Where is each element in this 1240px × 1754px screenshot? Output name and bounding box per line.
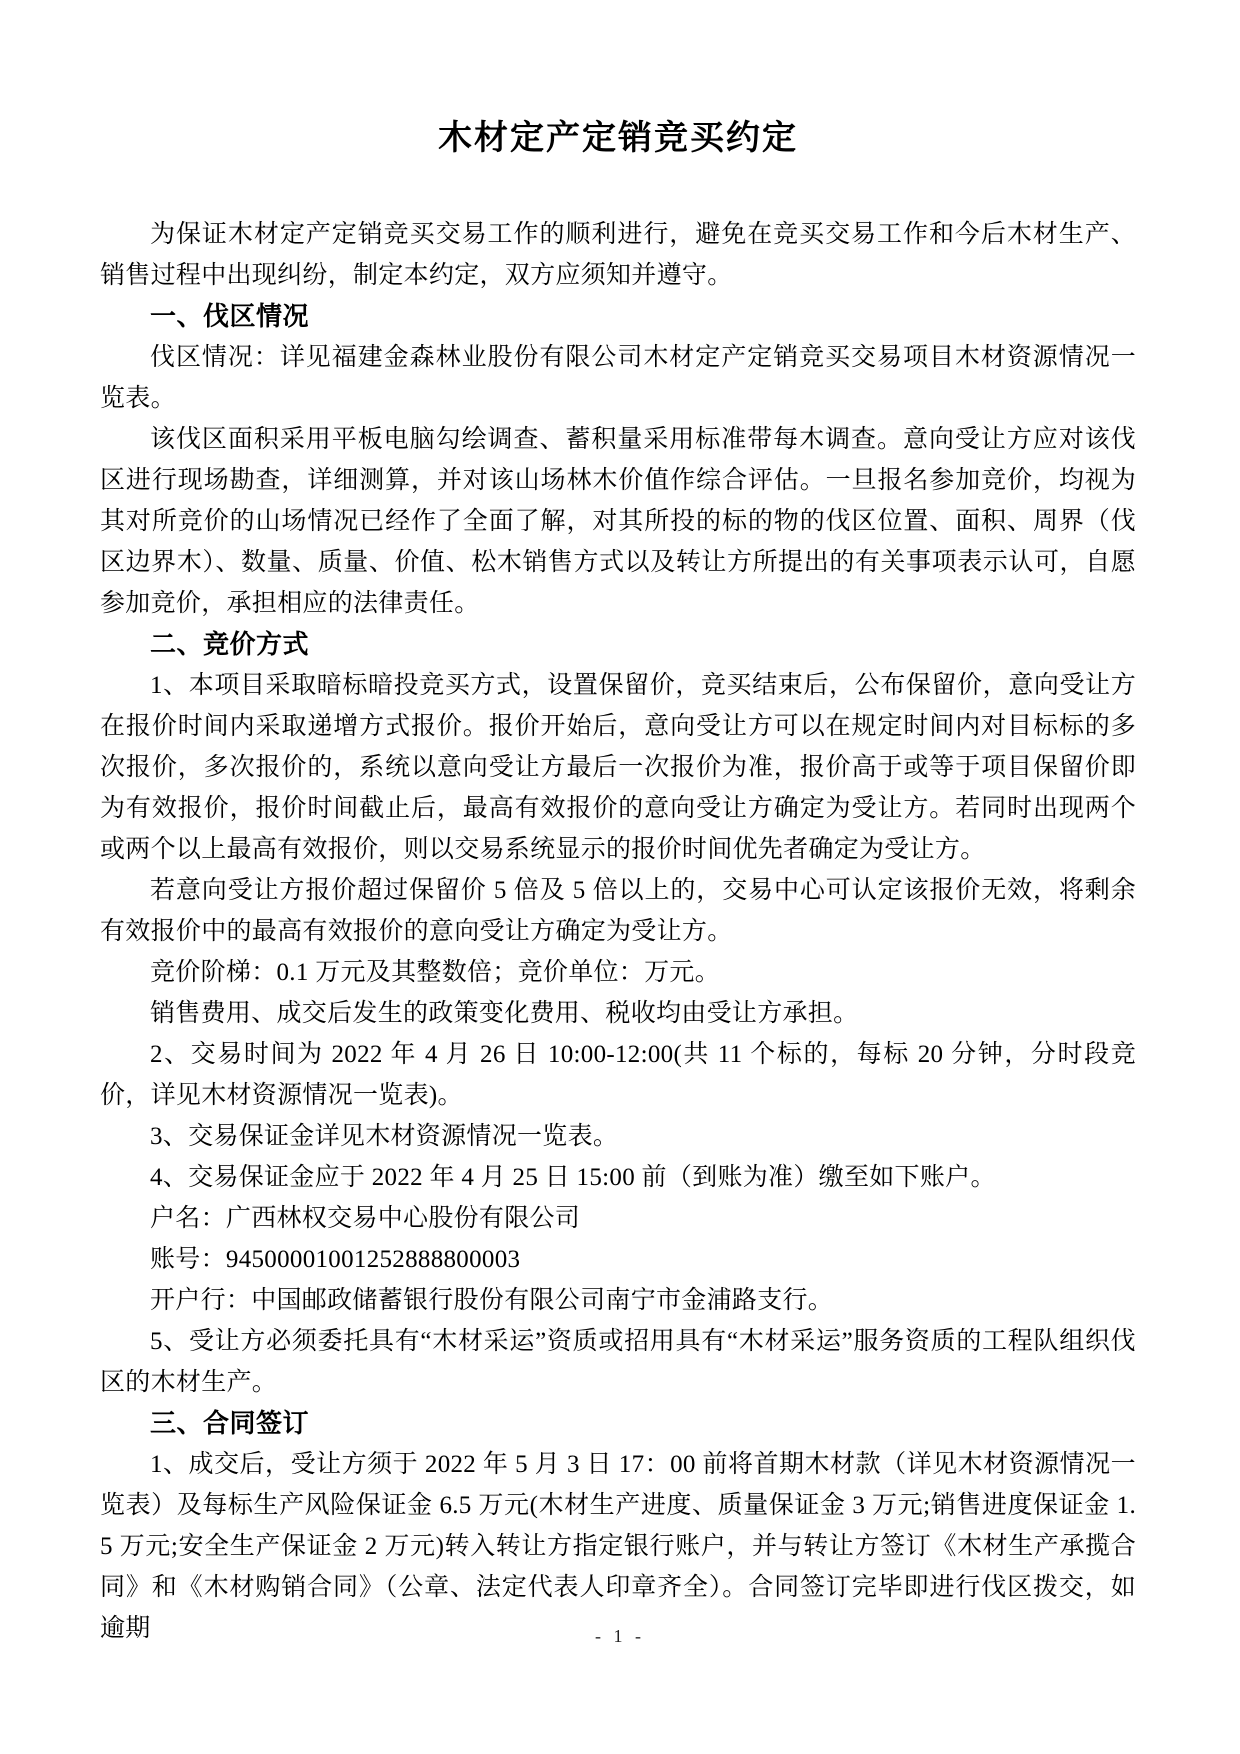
paragraph-deposit-reference: 3、交易保证金详见木材资源情况一览表。 [150, 1123, 619, 1150]
paragraph-fees-taxes: 销售费用、成交后发生的政策变化费用、税收均由受让方承担。 [150, 1000, 859, 1027]
paragraph-bidding-method: 1、本项目采取暗标暗投竞买方式，设置保留价，竞买结束后，公布保留价，意向受让方在报价时间内采取递增方式报价。报价开始后，意向受让方可以在规定时间内对目标标的多次报价，多次报价的，系统以意向受让方最后一次报价为准，报价高于或等于项目保留价即为有效报价，报价时间截止后，最高有效报价的意向受让方确定为受让方。若同时出现两个或两个以上最高有效报价，则以交易系统显示的报价时间优先者确定为受让方。 [100, 672, 1136, 863]
section-heading-felling-area: 一、伐区情况 [150, 301, 310, 331]
document-title: 木材定产定销竞买约定 [438, 119, 798, 157]
paragraph-deposit-deadline: 4、交易保证金应于 2022 年 4 月 25 日 15:00 前（到账为准）缴至如下账户。 [150, 1164, 996, 1191]
page-number: - 1 - [595, 1626, 645, 1646]
paragraph-intro: 为保证木材定产定销竞买交易工作的顺利进行，避免在竞买交易工作和今后木材生产、销售过程中出现纠纷，制定本约定，双方应须知并遵守。 [100, 221, 1136, 289]
section-heading-bidding-method: 二、竞价方式 [150, 629, 310, 659]
paragraph-over-reserve-price: 若意向受让方报价超过保留价 5 倍及 5 倍以上的，交易中心可认定该报价无效，将剩余有效报价中的最高有效报价的意向受让方确定为受让方。 [100, 877, 1136, 945]
paragraph-account-number: 账号：94500001001252888800003 [150, 1246, 521, 1273]
section-heading-contract-signing: 三、合同签订 [150, 1408, 310, 1438]
paragraph-felling-area-reference: 伐区情况：详见福建金森林业股份有限公司木材定产定销竞买交易项目木材资源情况一览表。 [100, 344, 1136, 412]
page-number-footer [0, 1624, 1240, 1648]
paragraph-bank-branch: 开户行：中国邮政储蓄银行股份有限公司南宁市金浦路支行。 [150, 1287, 834, 1314]
paragraph-contract-signing: 1、成交后，受让方须于 2022 年 5 月 3 日 17：00 前将首期木材款（详见木材资源情况一览表）及每标生产风险保证金 6.5 万元(木材生产进度、质量保证金 3 万元;销售进度保证金 1.5 万元;安全生产保证金 2 万元)转入转让方指定银行账户，并与转让方签订《木材生产承揽合同》和《木材购销合同》（公章、法定代表人印章齐全）。合同签订完毕即进行伐区拨交，如逾期 [100, 1451, 1136, 1642]
paragraph-account-name: 户名：广西林权交易中心股份有限公司 [150, 1205, 581, 1232]
document-body [100, 214, 1136, 1649]
paragraph-bid-increment: 竞价阶梯：0.1 万元及其整数倍；竞价单位：万元。 [150, 959, 721, 986]
paragraph-trade-time: 2、交易时间为 2022 年 4 月 26 日 10:00-12:00(共 11 个标的，每标 20 分钟，分时段竞价，详见木材资源情况一览表)。 [100, 1041, 1137, 1109]
paragraph-felling-area-survey: 该伐区面积采用平板电脑勾绘调查、蓄积量采用标准带每木调查。意向受让方应对该伐区进行现场勘查，详细测算，并对该山场林木价值作综合评估。一旦报名参加竞价，均视为其对所竞价的山场情况已经作了全面了解，对其所投的标的物的伐区位置、面积、周界（伐区边界木）、数量、质量、价值、松木销售方式以及转让方所提出的有关事项表示认可，自愿参加竞价，承担相应的法律责任。 [100, 426, 1136, 617]
paragraph-logging-qualification: 5、受让方必须委托具有“木材采运”资质或招用具有“木材采运”服务资质的工程队组织伐区的木材生产。 [100, 1328, 1136, 1396]
